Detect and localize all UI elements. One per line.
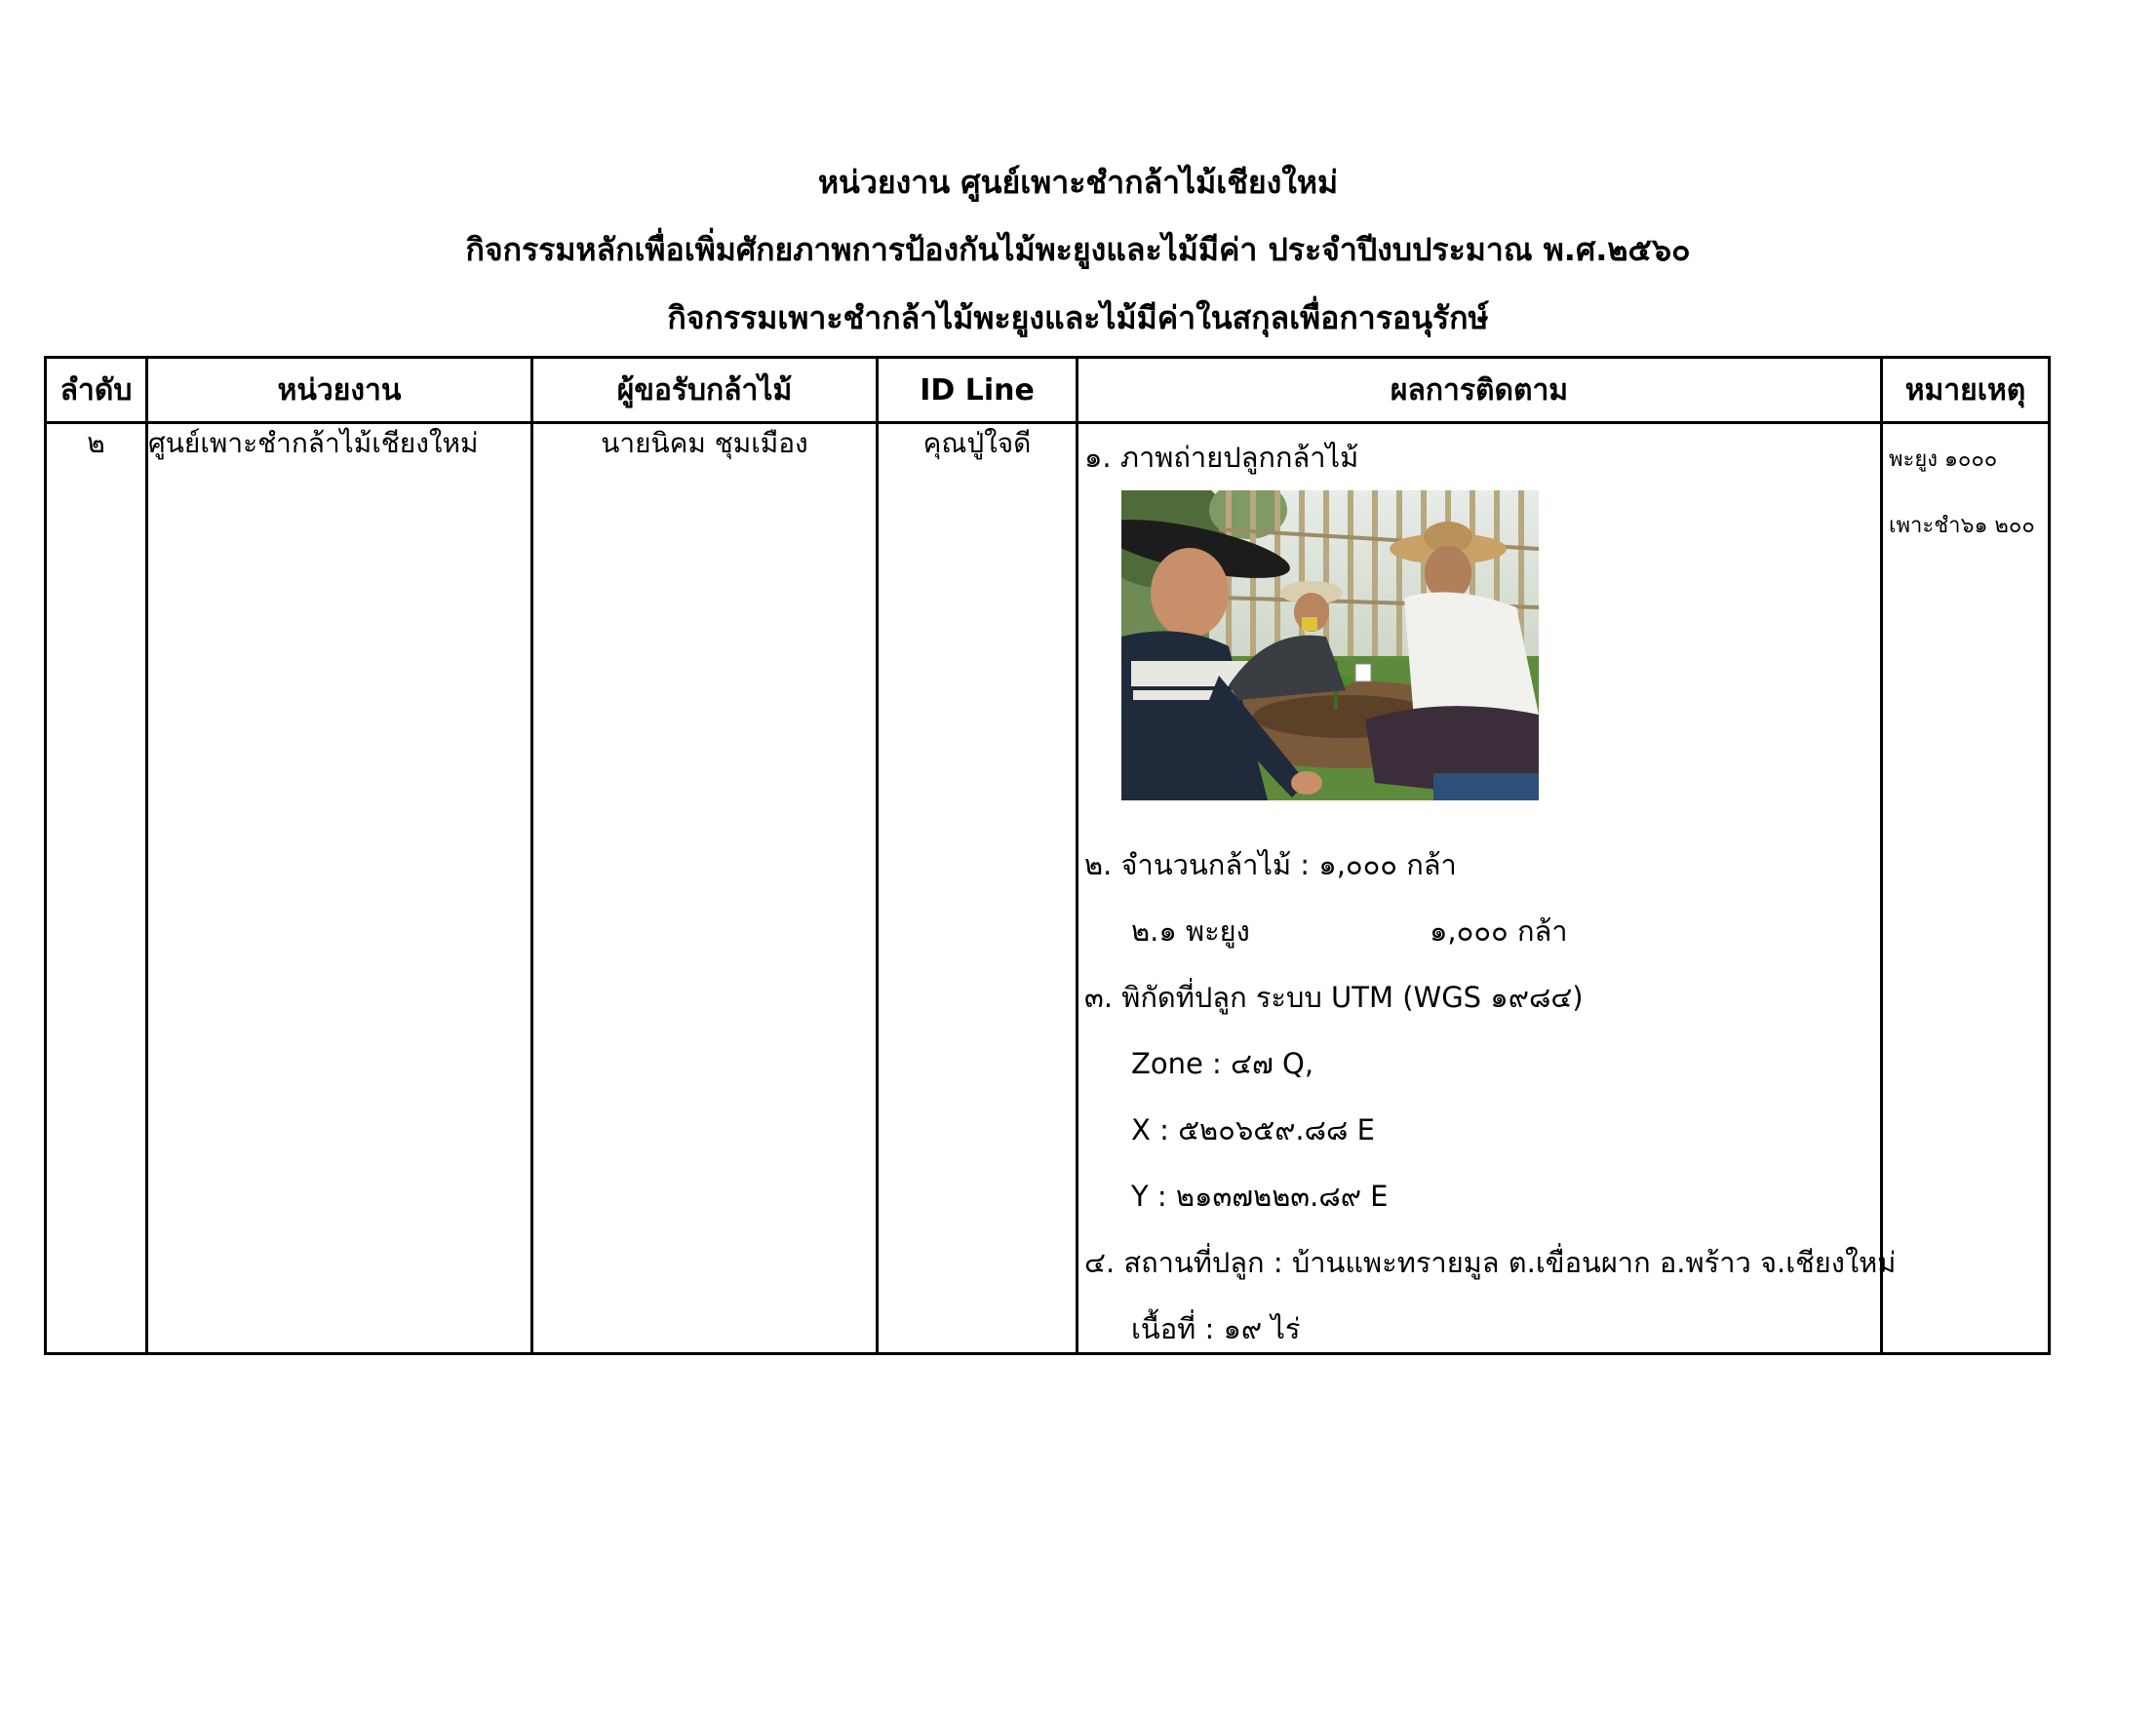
coordinates-label: ๓. พิกัดที่ปลูก ระบบ UTM (WGS ๑๙๘๔) (1084, 981, 1584, 1014)
table-header-row (46, 358, 2050, 423)
column-header-requester: ผู้ขอรับกล้าไม้ (532, 358, 878, 423)
seedling-count: ๒. จำนวนกล้าไม้ : ๑,๐๐๐ กล้า (1084, 848, 1457, 881)
remark-cell (1882, 423, 2050, 1354)
column-header-agency: หน่วยงาน (147, 358, 532, 423)
document-title: หน่วยงาน ศูนย์เพาะชำกล้าไม้เชียงใหม่ (817, 164, 1339, 201)
column-header-seq: ลำดับ (46, 358, 147, 423)
result-cell (1078, 423, 1897, 1354)
document-subtitle: กิจกรรมหลักเพื่อเพิ่มศักยภาพการป้องกันไม้พะยูงและไม้มีค่า ประจำปีงบประมาณ พ.ศ.๒๕๖๐ (465, 231, 1691, 268)
utm-zone: Zone : ๔๗ Q, (1131, 1047, 1314, 1080)
column-header-id-line: ID Line (878, 358, 1078, 423)
seq-cell: ๒ (46, 423, 147, 1354)
remark-line-1: พะยูง ๑๐๐๐ (1889, 447, 1998, 472)
planting-photo (1121, 490, 1539, 800)
utm-y: Y : ๒๑๓๗๒๒๓.๘๙ E (1131, 1180, 1389, 1213)
column-header-result: ผลการติดตาม (1078, 358, 1882, 423)
seedling-species-count: ๑,๐๐๐ กล้า (1430, 914, 1568, 948)
planting-area: เนื้อที่ : ๑๙ ไร่ (1131, 1312, 1301, 1345)
planting-location: ๔. สถานที่ปลูก : บ้านแพะทรายมูล ต.เขื่อนผาก อ.พร้าว จ.เชียงใหม่ (1084, 1246, 1897, 1279)
column-header-remark: หมายเหตุ (1882, 358, 2050, 423)
agency-cell: ศูนย์เพาะชำกล้าไม้เชียงใหม่ (147, 423, 532, 1354)
photo-caption: ๑. ภาพถ่ายปลูกกล้าไม้ (1084, 441, 1359, 474)
remark-line-2: เพาะชำ๖๑ ๒๐๐ (1889, 514, 2035, 538)
id-line-cell: คุณปู่ใจดี (878, 423, 1078, 1354)
requester-cell: นายนิคม ชุมเมือง (532, 423, 878, 1354)
table-row (46, 423, 2050, 1354)
utm-x: X : ๕๒๐๖๕๙.๘๘ E (1131, 1113, 1375, 1146)
report-table (44, 356, 2051, 1355)
activity-title: กิจกรรมเพาะชำกล้าไม้พะยูงและไม้มีค่าในสกุลเพื่อการอนุรักษ์ (667, 299, 1489, 336)
seedling-species: ๒.๑ พะยูง (1131, 914, 1250, 948)
